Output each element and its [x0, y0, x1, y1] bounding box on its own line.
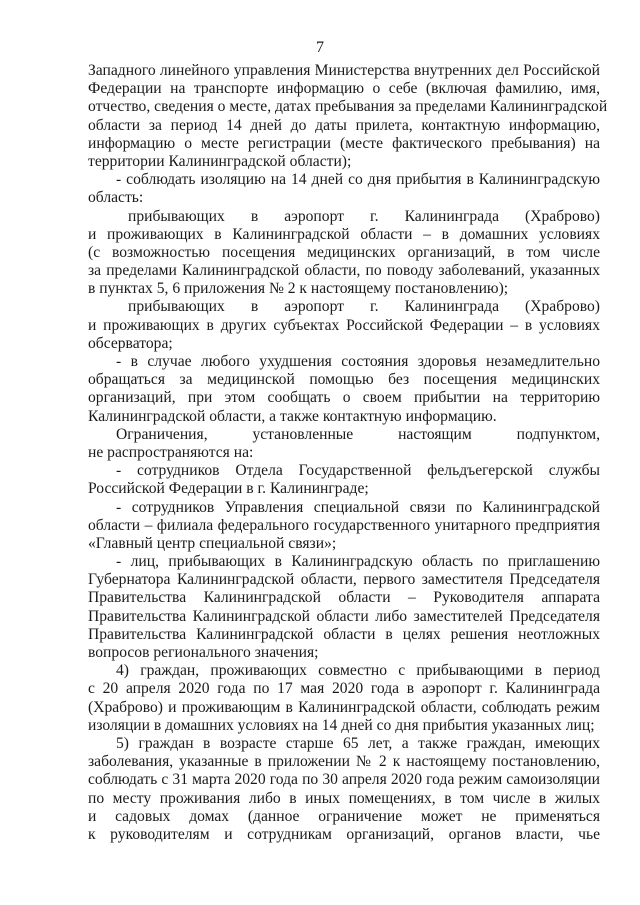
document-body — [88, 62, 608, 844]
text-line: территории Калининградской области); — [88, 152, 352, 170]
text-line: не распространяются на: — [88, 443, 254, 461]
text-line: информацию о месте регистрации (месте фактического пребывания) на — [88, 134, 600, 152]
text-line: и проживающих в Калининградской области – в домашних условиях — [88, 225, 600, 243]
text-line: 4) граждан, проживающих совместно с прибывающими в период — [116, 662, 600, 680]
text-line: соблюдать с 31 марта 2020 года по 30 апреля 2020 года режим самоизоляции — [88, 771, 600, 789]
text-line: - лиц, прибывающих в Калининградскую область по приглашению — [116, 553, 600, 571]
text-line: заболевания, указанные в приложении № 2 к настоящему постановлению, — [88, 753, 600, 771]
text-line: прибывающих в аэропорт г. Калининграда (Храброво) — [128, 298, 600, 316]
text-line: - сотрудников Отдела Государственной фельдъегерской службы — [116, 462, 600, 480]
text-line: к руководителям и сотрудникам организаций, органов власти, чье — [88, 825, 600, 843]
text-line: Калининградской области, а также контактную информацию. — [88, 407, 497, 425]
text-line: Правительства Калининградской области – Руководителя аппарата — [88, 589, 600, 607]
text-line: область: — [88, 189, 144, 207]
text-line: прибывающих в аэропорт г. Калининграда (Храброво) — [128, 207, 600, 225]
text-line: Западного линейного управления Министерства внутренних дел Российской — [88, 62, 600, 79]
text-line: области – филиала федерального государственного унитарного предприятия — [88, 516, 600, 534]
text-line: (Храброво) и проживающим в Калининградской области, соблюдать режим — [88, 698, 600, 716]
text-line: «Главный центр специальной связи»; — [88, 534, 337, 552]
text-line: и проживающих в других субъектах Российской Федерации – в условиях — [88, 316, 600, 334]
text-line: обсерватора; — [88, 334, 173, 352]
text-line: - соблюдать изоляцию на 14 дней со дня прибытия в Калининградскую — [116, 171, 600, 189]
text-line: изоляции в домашних условиях на 14 дней со дня прибытия указанных лиц; — [88, 716, 595, 734]
text-line: области за период 14 дней до даты прилета, контактную информацию, — [88, 116, 600, 134]
text-line: обращаться за медицинской помощью без посещения медицинских — [88, 371, 600, 389]
text-line: (с возможностью посещения медицинских организаций, в том числе — [88, 243, 600, 261]
text-line: отчество, сведения о месте, датах пребывания за пределами Калининградской — [88, 98, 608, 116]
text-line: - сотрудников Управления специальной связи по Калининградской — [116, 498, 600, 516]
text-line: Правительства Калининградской области в целях решения неотложных — [88, 625, 600, 643]
text-line: и садовых домах (данное ограничение может не применяться — [88, 807, 600, 825]
text-line: Российской Федерации в г. Калининграде; — [88, 480, 369, 498]
text-line: 5) граждан в возрасте старше 65 лет, а также граждан, имеющих — [116, 734, 600, 752]
text-line: - в случае любого ухудшения состояния здоровья незамедлительно — [116, 353, 600, 370]
text-line: в пунктах 5, 6 приложения № 2 к настоящему постановлению); — [88, 280, 509, 298]
page-number: 7 — [316, 39, 324, 56]
text-line: вопросов регионального значения; — [88, 644, 319, 661]
text-line: Губернатора Калининградской области, первого заместителя Председателя — [88, 571, 600, 589]
text-line: по месту проживания либо в иных помещениях, в том числе в жилых — [88, 789, 600, 807]
text-line: Правительства Калининградской области либо заместителей Председателя — [88, 607, 600, 625]
text-line: организаций, при этом сообщать о своем прибытии на территорию — [88, 389, 600, 407]
text-line: за пределами Калининградской области, по поводу заболеваний, указанных — [88, 262, 600, 280]
text-line: с 20 апреля 2020 года по 17 мая 2020 года в аэропорт г. Калининграда — [88, 680, 600, 698]
text-line: Федерации на транспорте информацию о себе (включая фамилию, имя, — [88, 80, 600, 98]
text-line: Ограничения, установленные настоящим подпунктом, — [116, 425, 600, 443]
